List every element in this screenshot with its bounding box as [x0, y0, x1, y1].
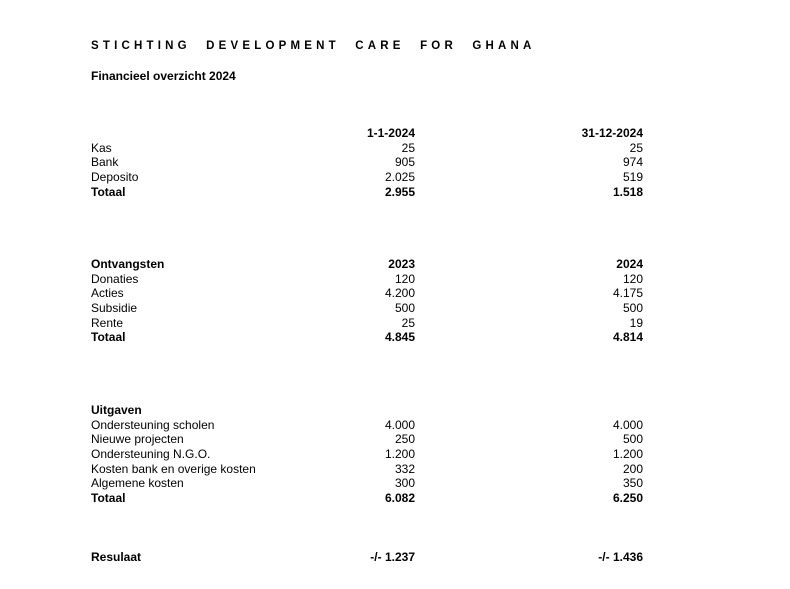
income-header-year2: 2024	[616, 257, 643, 271]
row-value-col2: 500	[622, 301, 643, 316]
total-value-col1: 4.845	[384, 330, 415, 345]
balance-section	[91, 126, 651, 199]
row-value-col2: 19	[629, 315, 643, 330]
row-value-col2: 974	[622, 155, 643, 170]
row-value-col1: 4.000	[384, 417, 415, 432]
total-value-col2: 6.250	[612, 491, 643, 506]
row-value-col2: 350	[622, 476, 643, 491]
row-value-col1: 2.025	[384, 170, 415, 185]
total-value-col2: 1.518	[612, 184, 643, 199]
expenses-header-row	[91, 403, 651, 418]
row-label: Bank	[91, 155, 119, 170]
expenses-total-row	[91, 491, 651, 506]
row-value-col2: 120	[622, 271, 643, 286]
expenses-row	[91, 447, 651, 462]
row-label: Kosten bank en overige kosten	[91, 461, 256, 476]
income-header-label: Ontvangsten	[91, 257, 165, 271]
document-subtitle: Financieel overzicht 2024	[91, 69, 236, 83]
income-header-year1: 2023	[388, 257, 415, 271]
expenses-header-label: Uitgaven	[91, 403, 142, 417]
income-row	[91, 286, 651, 301]
row-value-col1: 332	[394, 461, 415, 476]
expenses-row	[91, 432, 651, 447]
balance-total-row	[91, 185, 651, 200]
total-label: Totaal	[91, 184, 126, 199]
balance-row	[91, 170, 651, 185]
row-label: Acties	[91, 286, 124, 301]
row-value-col2: 200	[622, 461, 643, 476]
row-value-col2: 25	[629, 140, 643, 155]
income-section	[91, 257, 651, 345]
total-value-col2: 4.814	[612, 330, 643, 345]
total-label: Totaal	[91, 491, 126, 506]
row-value-col2: 4.000	[612, 417, 643, 432]
row-label: Subsidie	[91, 301, 138, 316]
result-value-col1: -/- 1.237	[370, 550, 415, 564]
balance-header-row	[91, 126, 651, 141]
row-value-col1: 4.200	[384, 286, 415, 301]
result-label: Resulaat	[91, 550, 142, 564]
row-label: Nieuwe projecten	[91, 432, 184, 447]
balance-header-start-date: 1-1-2024	[366, 126, 415, 140]
expenses-row	[91, 462, 651, 477]
row-value-col1: 25	[401, 140, 415, 155]
total-label: Totaal	[91, 330, 126, 345]
income-total-row	[91, 330, 651, 345]
row-label: Ondersteuning N.G.O.	[91, 447, 211, 462]
row-value-col1: 120	[394, 271, 415, 286]
result-row	[91, 550, 651, 564]
income-row	[91, 301, 651, 316]
total-value-col1: 6.082	[384, 491, 415, 506]
row-value-col1: 25	[401, 315, 415, 330]
row-value-col2: 4.175	[612, 286, 643, 301]
income-header-row	[91, 257, 651, 272]
expenses-row	[91, 476, 651, 491]
row-label: Ondersteuning scholen	[91, 417, 215, 432]
row-value-col2: 500	[622, 432, 643, 447]
row-label: Kas	[91, 140, 112, 155]
row-value-col1: 500	[394, 301, 415, 316]
row-label: Algemene kosten	[91, 476, 184, 491]
balance-row	[91, 155, 651, 170]
row-label: Donaties	[91, 271, 139, 286]
expenses-row	[91, 418, 651, 433]
row-label: Rente	[91, 315, 124, 330]
row-label: Deposito	[91, 170, 139, 185]
row-value-col1: 300	[394, 476, 415, 491]
row-value-col2: 519	[622, 170, 643, 185]
total-value-col1: 2.955	[384, 184, 415, 199]
expenses-section	[91, 403, 651, 506]
row-value-col1: 1.200	[384, 447, 415, 462]
income-row	[91, 272, 651, 287]
row-value-col1: 905	[394, 155, 415, 170]
row-value-col2: 1.200	[612, 447, 643, 462]
balance-header-end-date: 31-12-2024	[581, 126, 643, 140]
income-row	[91, 316, 651, 331]
balance-row	[91, 141, 651, 156]
document-title: STICHTING DEVELOPMENT CARE FOR GHANA	[91, 40, 536, 52]
result-value-col2: -/- 1.436	[598, 550, 643, 564]
row-value-col1: 250	[394, 432, 415, 447]
